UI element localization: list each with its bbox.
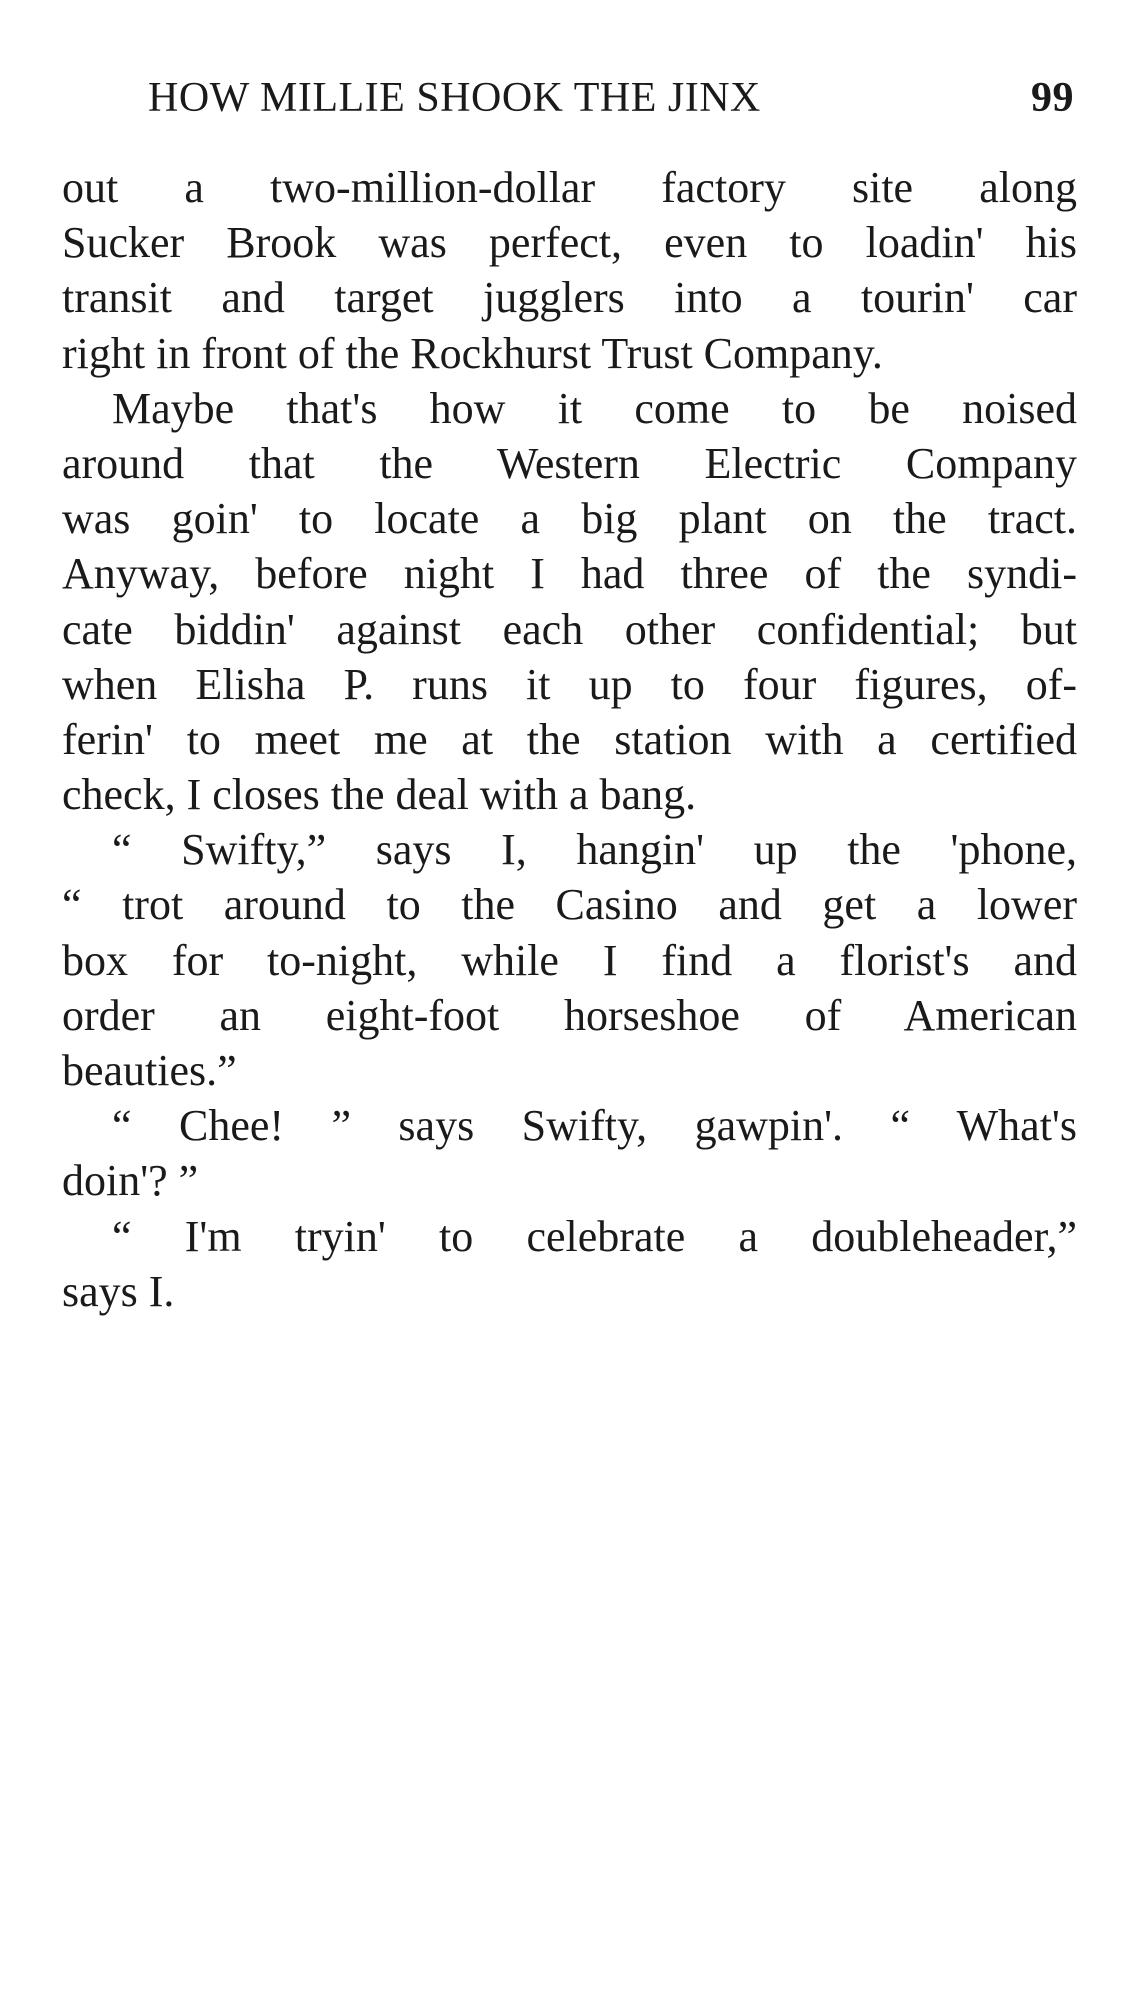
text-line: right in front of the Rockhurst Trust Company.	[62, 328, 883, 378]
text-line: says I.	[62, 1266, 175, 1316]
text-line: out a two-million-dollar factory site along	[62, 163, 1077, 212]
body-text	[62, 160, 1077, 1319]
text-line: Anyway, before night I had three of the syndi-	[62, 549, 1077, 599]
text-line: Sucker Brook was perfect, even to loadin' his	[62, 218, 1077, 268]
text-line: beauties.”	[62, 1046, 237, 1095]
page-number: 99	[1031, 75, 1074, 121]
text-line: when Elisha P. runs it up to four figures, of-	[62, 659, 1077, 709]
text-line: ferin' to meet me at the station with a certified	[62, 714, 1077, 764]
text-line: was goin' to locate a big plant on the tract.	[62, 494, 1077, 544]
text-line: Maybe that's how it come to be noised	[112, 383, 1077, 433]
text-line: “ trot around to the Casino and get a lower	[62, 880, 1077, 930]
running-title: HOW MILLIE SHOOK THE JINX	[148, 75, 761, 121]
text-line: “ Chee! ” says Swifty, gawpin'. “ What's	[112, 1101, 1077, 1151]
text-line: around that the Western Electric Company	[62, 438, 1077, 488]
text-line: box for to-night, while I find a florist's and	[62, 935, 1077, 985]
text-line: “ I'm tryin' to celebrate a doubleheader,”	[112, 1211, 1077, 1261]
text-line: cate biddin' against each other confidential; but	[62, 604, 1077, 654]
text-line: check, I closes the deal with a bang.	[62, 770, 697, 820]
running-head	[148, 74, 1074, 130]
text-line: transit and target jugglers into a tourin' car	[62, 273, 1077, 323]
text-line: order an eight-foot horseshoe of American	[62, 990, 1077, 1040]
text-line: “ Swifty,” says I, hangin' up the 'phone,	[112, 825, 1077, 875]
text-line: doin'? ”	[62, 1156, 199, 1206]
